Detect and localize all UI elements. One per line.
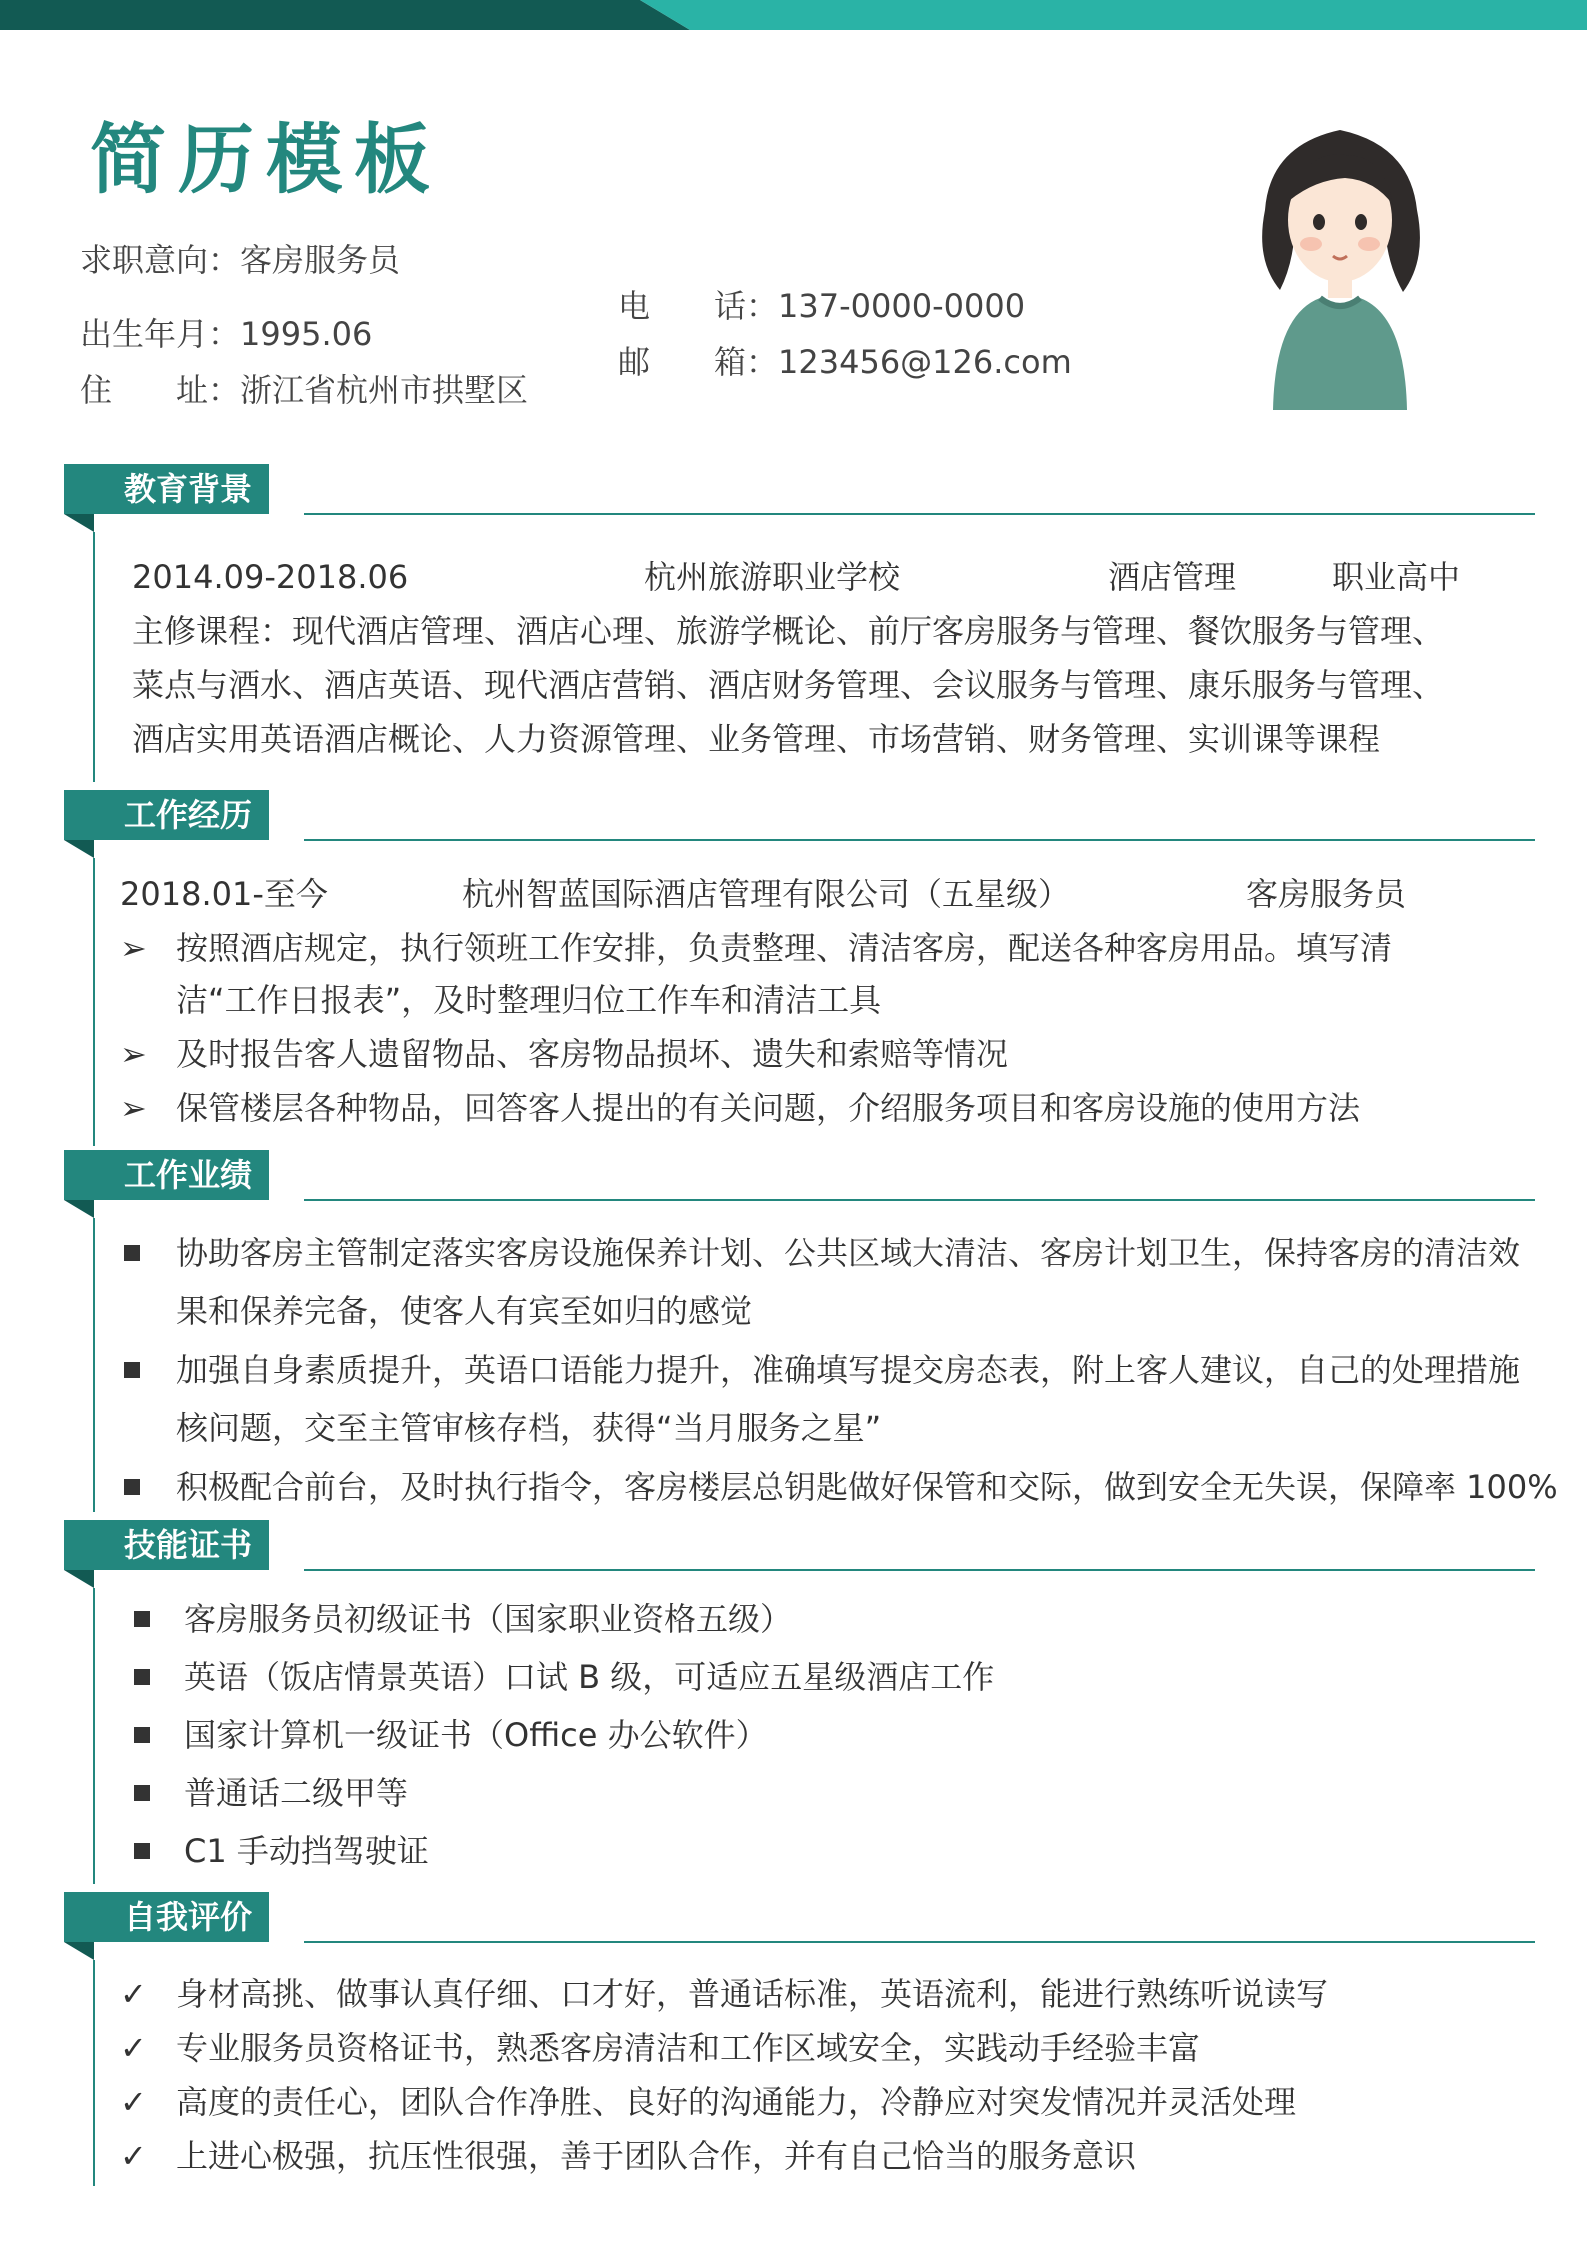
birth-date-value: 1995.06 bbox=[240, 315, 373, 353]
birth-date bbox=[80, 312, 372, 356]
section-title: 技能证书 bbox=[64, 1520, 269, 1570]
work-item-text: 保管楼层各种物品，回答客人提出的有关问题，介绍服务项目和客房设施的使用方法 bbox=[176, 1089, 1361, 1127]
section-title: 工作业绩 bbox=[64, 1150, 269, 1200]
section-rule bbox=[304, 513, 1535, 515]
self-item-text: 高度的责任心，团队合作净胜、良好的沟通能力，冷静应对突发情况并灵活处理 bbox=[176, 2083, 1297, 2121]
square-bullet-icon bbox=[134, 1785, 150, 1801]
skill-item bbox=[130, 1706, 1430, 1764]
email-value: 123456@126.com bbox=[778, 343, 1072, 381]
email bbox=[618, 340, 1072, 384]
skill-text: 客房服务员初级证书（国家职业资格五级） bbox=[184, 1600, 793, 1638]
square-bullet-icon bbox=[124, 1245, 140, 1261]
section-rule bbox=[304, 1199, 1535, 1201]
page-title: 简历模板 bbox=[90, 115, 442, 204]
email-label: 邮 箱： bbox=[618, 343, 779, 381]
square-bullet-icon bbox=[134, 1727, 150, 1743]
skill-text: 英语（饭店情景英语）口试 B 级，可适应五星级酒店工作 bbox=[184, 1658, 995, 1696]
work-item-text: 按照酒店规定，执行领班工作安排，负责整理、清洁客房，配送各种客房用品。填写清洁“工作日报表”，及时整理归位工作车和清洁工具 bbox=[176, 929, 1393, 1019]
check-icon: ✓ bbox=[120, 1975, 147, 2013]
self-item bbox=[120, 2022, 1460, 2074]
square-bullet-icon bbox=[124, 1362, 140, 1378]
achievement-item bbox=[120, 1341, 1530, 1457]
skill-item bbox=[130, 1822, 1430, 1880]
achievement-text: 积极配合前台，及时执行指令，客房楼层总钥匙做好保管和交际，做到安全无失误，保障率 100% bbox=[176, 1468, 1558, 1506]
section-rule bbox=[304, 839, 1535, 841]
skill-item bbox=[130, 1764, 1430, 1822]
tab-fold bbox=[64, 840, 94, 858]
work-item bbox=[120, 1028, 1460, 1080]
section-vline bbox=[93, 1218, 95, 1512]
tab-fold bbox=[64, 1570, 94, 1588]
edu-major: 酒店管理 bbox=[1108, 558, 1237, 596]
check-icon: ✓ bbox=[120, 2083, 147, 2121]
achievement-item bbox=[120, 1458, 1560, 1516]
job-intent-label: 求职意向： bbox=[80, 241, 241, 279]
self-item-text: 上进心极强，抗压性很强，善于团队合作，并有自己恰当的服务意识 bbox=[176, 2137, 1137, 2175]
section-rule bbox=[304, 1941, 1535, 1943]
achievement-text: 加强自身素质提升，英语口语能力提升，准确填写提交房态表，附上客人建议，自己的处理措施核问题，交至主管审核存档，获得“当月服务之星” bbox=[176, 1351, 1521, 1447]
achievement-item bbox=[120, 1224, 1530, 1340]
skill-item bbox=[130, 1648, 1430, 1706]
skill-text: 国家计算机一级证书（Office 办公软件） bbox=[184, 1716, 768, 1754]
skill-item bbox=[130, 1590, 1430, 1648]
job-intent bbox=[80, 238, 400, 282]
avatar bbox=[1245, 110, 1435, 410]
edu-courses: 主修课程：现代酒店管理、酒店心理、旅游学概论、前厅客房服务与管理、餐饮服务与管理、菜点与酒水、酒店英语、现代酒店营销、酒店财务管理、会议服务与管理、康乐服务与管理、酒店实用英语酒店概论、人力资源管理、业务管理、市场营销、财务管理、实训课等课程 bbox=[132, 612, 1445, 758]
achievement-text: 协助客房主管制定落实客房设施保养计划、公共区域大清洁、客房计划卫生，保持客房的清洁效果和保养完备，使客人有宾至如归的感觉 bbox=[176, 1234, 1521, 1330]
check-icon: ✓ bbox=[120, 2029, 147, 2067]
work-item bbox=[120, 1082, 1460, 1134]
self-item bbox=[120, 2076, 1460, 2128]
section-title: 工作经历 bbox=[64, 790, 269, 840]
arrow-bullet-icon: ➢ bbox=[120, 929, 147, 967]
section-vline bbox=[93, 1588, 95, 1884]
skill-text: C1 手动挡驾驶证 bbox=[184, 1832, 429, 1870]
phone bbox=[618, 284, 1025, 328]
arrow-bullet-icon: ➢ bbox=[120, 1035, 147, 1073]
section-vline bbox=[93, 532, 95, 782]
tab-fold bbox=[64, 1942, 94, 1960]
tab-fold bbox=[64, 1200, 94, 1218]
self-item bbox=[120, 1968, 1460, 2020]
work-position: 客房服务员 bbox=[1246, 875, 1407, 913]
address bbox=[80, 368, 528, 412]
section-vline bbox=[93, 1960, 95, 2186]
square-bullet-icon bbox=[134, 1843, 150, 1859]
address-value: 浙江省杭州市拱墅区 bbox=[240, 371, 529, 409]
top-decor-bar bbox=[0, 0, 1587, 30]
square-bullet-icon bbox=[124, 1479, 140, 1495]
work-item bbox=[120, 922, 1460, 1026]
self-item-text: 专业服务员资格证书，熟悉客房清洁和工作区域安全，实践动手经验丰富 bbox=[176, 2029, 1201, 2067]
section-title: 教育背景 bbox=[64, 464, 269, 514]
square-bullet-icon bbox=[134, 1669, 150, 1685]
work-item-text: 及时报告客人遗留物品、客房物品损坏、遗失和索赔等情况 bbox=[176, 1035, 1009, 1073]
edu-degree: 职业高中 bbox=[1332, 558, 1461, 596]
edu-period: 2014.09-2018.06 bbox=[132, 558, 409, 596]
work-period: 2018.01-至今 bbox=[120, 875, 328, 913]
tab-fold bbox=[64, 514, 94, 532]
section-title: 自我评价 bbox=[64, 1892, 269, 1942]
phone-label: 电 话： bbox=[618, 287, 779, 325]
work-company: 杭州智蓝国际酒店管理有限公司（五星级） bbox=[462, 875, 1071, 913]
phone-value: 137-0000-0000 bbox=[778, 287, 1026, 325]
check-icon: ✓ bbox=[120, 2137, 147, 2175]
skill-text: 普通话二级甲等 bbox=[184, 1774, 409, 1812]
square-bullet-icon bbox=[134, 1611, 150, 1627]
birth-date-label: 出生年月： bbox=[80, 315, 241, 353]
self-item-text: 身材高挑、做事认真仔细、口才好，普通话标准，英语流利，能进行熟练听说读写 bbox=[176, 1975, 1329, 2013]
section-rule bbox=[304, 1569, 1535, 1571]
self-item bbox=[120, 2130, 1460, 2182]
address-label: 住 址： bbox=[80, 371, 241, 409]
job-intent-value: 客房服务员 bbox=[240, 241, 401, 279]
section-vline bbox=[93, 858, 95, 1146]
edu-school: 杭州旅游职业学校 bbox=[644, 558, 901, 596]
arrow-bullet-icon: ➢ bbox=[120, 1089, 147, 1127]
